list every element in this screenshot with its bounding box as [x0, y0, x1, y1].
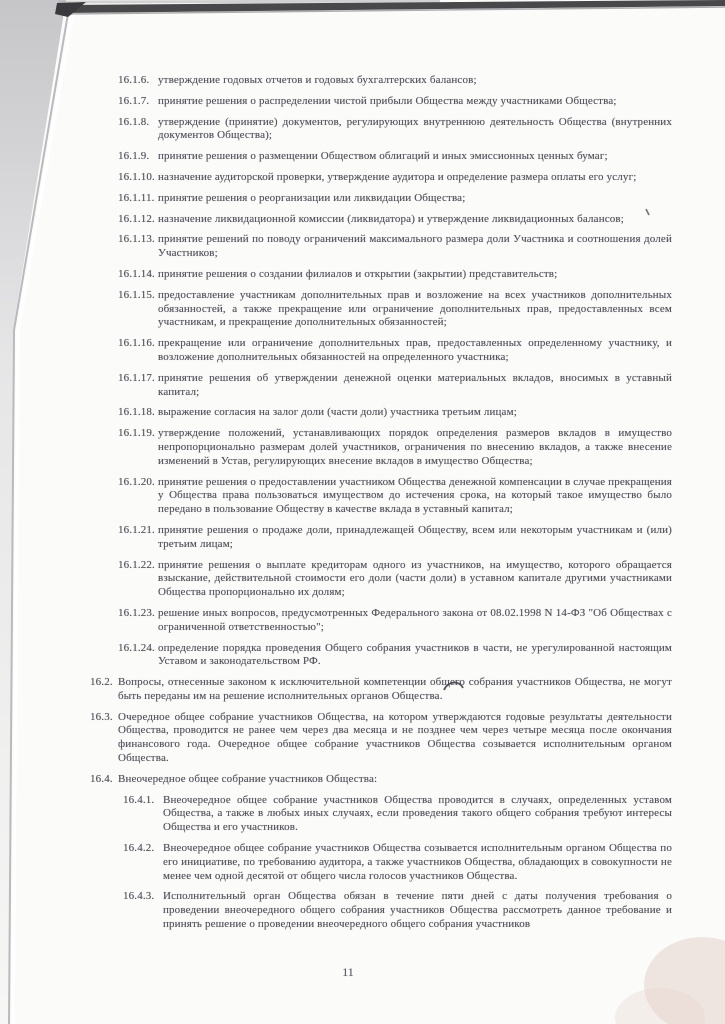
clause-number: 16.4.3. [123, 890, 155, 903]
clause-number: 16.1.23. [118, 606, 155, 619]
document-body [0, 74, 672, 939]
clause-text: принятие решения о создании филиалов и открытии (закрытии) представительств; [158, 267, 558, 280]
clause-text: принятие решения о реорганизации или ликвидации Общества; [158, 191, 466, 204]
clause-text: принятие решения о выплате кредиторам одного из участников, на имущество, которого обращается взыскание, действительной стоимости его доли (части доли) в уставном капитале другими участниками Общества пропорционально их долям; [158, 558, 672, 599]
clause-text: принятие решений по поводу ограничений максимального размера доли Участника и соотношения долей Участников; [158, 233, 672, 260]
clause-number: 16.1.7. [118, 94, 150, 107]
clause-number: 16.1.9. [118, 150, 150, 163]
clause-item [118, 171, 672, 185]
clause-number: 16.3. [90, 710, 113, 723]
clause-item [118, 116, 672, 144]
clause-item [118, 642, 672, 670]
clause-item [90, 773, 672, 787]
clause-number: 16.1.21. [118, 523, 155, 536]
clause-text: принятие решения о продаже доли, принадлежащей Обществу, всем или некоторым участникам и (или) третьим лицам; [158, 523, 672, 550]
clause-item [118, 268, 672, 282]
clause-number: 16.1.18. [118, 406, 155, 419]
clause-text: предоставление участникам дополнительных прав и возложение на всех участников дополнительных обязанностей, а также прекращение или ограничение дополнительных прав, предоставленных всем участникам, и прекращение дополнительных обязанностей; [158, 288, 672, 329]
top-edge-shadow [60, 0, 725, 13]
clause-item [118, 213, 672, 227]
clause-text: Очередное общее собрание участников Общества, на котором утверждаются годовые результаты деятельности Общества, проводится не ранее чем через два месяца и не позднее чем через четыре месяца после окончания финансового года. Очередное общее собрание участников Общества созывается исполнительным органом Общества. [118, 710, 672, 765]
clause-text: Исполнительный орган Общества обязан в течение пяти дней с даты получения требования о проведении внеочередного общего собрания участников Общества рассмотреть данное требование и принять решение о проведении внеочередного общего собрания участников [163, 890, 672, 931]
clause-number: 16.1.17. [118, 371, 155, 384]
clause-number: 16.1.12. [118, 212, 155, 225]
clause-item [118, 192, 672, 206]
clause-text: выражение согласия на залог доли (части доли) участника третьим лицам; [158, 406, 517, 419]
clause-item [118, 476, 672, 517]
clause-text: Внеочередное общее собрание участников Общества созывается исполнительным органом Общества по его инициативе, по требованию аудитора, а также участников Общества, обладающих в совокупности не менее чем одной десятой от общего числа голосов участников Общества. [163, 842, 672, 882]
clause-number: 16.2. [90, 676, 113, 689]
clause-item [118, 427, 672, 468]
clause-item [118, 74, 672, 88]
clause-text: принятие решения о предоставлении участником Общества денежной компенсации в случае прекращения у Общества права пользоваться имуществом до истечения срока, на который такое имущество было передано в пользование Обществу в качестве вклада в уставный капитал; [158, 475, 673, 516]
clause-item [118, 372, 672, 400]
scan-smudge [644, 937, 725, 1024]
clause-number: 16.1.16. [118, 337, 155, 350]
clause-number: 16.4.2. [123, 842, 155, 855]
clause-item [118, 95, 672, 109]
clause-number: 16.1.19. [118, 427, 155, 440]
clause-number: 16.4.1. [123, 793, 155, 806]
clause-text: Внеочередное общее собрание участников Общества проводится в случаях, определенных уставом Общества, а также в любых иных случаях, если проведения такого общего собрания требуют интересы Общества и его участников. [163, 793, 672, 834]
clause-text: утверждение годовых отчетов и годовых бухгалтерских балансов; [158, 74, 477, 86]
clause-item [118, 607, 672, 635]
clause-number: 16.1.14. [118, 267, 155, 280]
clause-item [118, 337, 672, 365]
clause-text: решение иных вопросов, предусмотренных Федерального закона от 08.02.1998 N 14-ФЗ "Об Обществах с ограниченной ответственностью"; [158, 606, 672, 633]
clause-text: принятие решения об утверждении денежной оценки материальных вкладов, вносимых в уставный капитал; [158, 371, 672, 398]
clause-item [118, 524, 672, 552]
clause-item [123, 842, 672, 883]
clause-number: 16.1.20. [118, 475, 155, 488]
clause-number: 16.4. [90, 772, 113, 785]
clause-number: 16.1.22. [118, 558, 155, 571]
clause-number: 16.1.13. [118, 233, 155, 246]
clause-number: 16.1.24. [118, 641, 155, 654]
clause-text: принятие решения о распределении чистой прибыли Общества между участниками Общества; [158, 94, 617, 107]
clause-number: 16.1.15. [118, 288, 155, 301]
clause-item [90, 711, 672, 766]
clause-number: 16.1.6. [118, 74, 150, 86]
clause-text: утверждение (принятие) документов, регулирующих внутреннюю деятельность Общества (внутренних документов Общества); [158, 115, 672, 142]
clause-text: назначение ликвидационной комиссии (ликвидатора) и утверждение ликвидационных балансов; [158, 212, 624, 225]
clause-text: прекращение или ограничение дополнительных прав, предоставленных определенному участнику, и возложение дополнительных обязанностей на определенного участника; [158, 337, 672, 363]
top-edge-gray-line [58, 1, 440, 2]
clause-item [118, 289, 672, 330]
page-number: 11 [342, 965, 354, 979]
clause-text: принятие решения о размещении Обществом облигаций и иных эмиссионных ценных бумаг; [158, 150, 608, 163]
clause-number: 16.1.11. [118, 191, 155, 204]
scan-smudge-soft [615, 988, 705, 1024]
clause-item [118, 559, 672, 600]
clause-item [90, 676, 672, 704]
clause-item [123, 794, 672, 835]
clause-item [118, 406, 672, 420]
clause-text: Вопросы, отнесенные законом к исключительной компетенции общего собрания участников Общества, не могут быть переданы им на решение исполнительных органов Общества. [118, 676, 672, 702]
top-edge-soft-line [64, 7, 725, 14]
clause-item [118, 150, 672, 164]
clause-number: 16.1.10. [118, 170, 155, 183]
clause-text: определение порядка проведения Общего собрания участников в части, не урегулированной настоящим Уставом и законодательством РФ. [158, 641, 672, 668]
clause-text: Внеочередное общее собрание участников Общества: [118, 772, 378, 785]
clause-item [123, 890, 672, 931]
clause-text: назначение аудиторской проверки, утверждение аудитора и определение размера оплаты его услуг; [158, 170, 637, 183]
clause-number: 16.1.8. [118, 115, 150, 128]
corner-junction-mark [55, 2, 86, 17]
clause-item [118, 233, 672, 261]
clause-text: утверждение положений, устанавливающих порядок определения размеров вкладов в имущество непропорционально размерам долей участников, ограничения по внесению вкладов, а также внесение изменений в Устав, регулирующих внесение вкладов в имущество Общества; [158, 427, 672, 467]
